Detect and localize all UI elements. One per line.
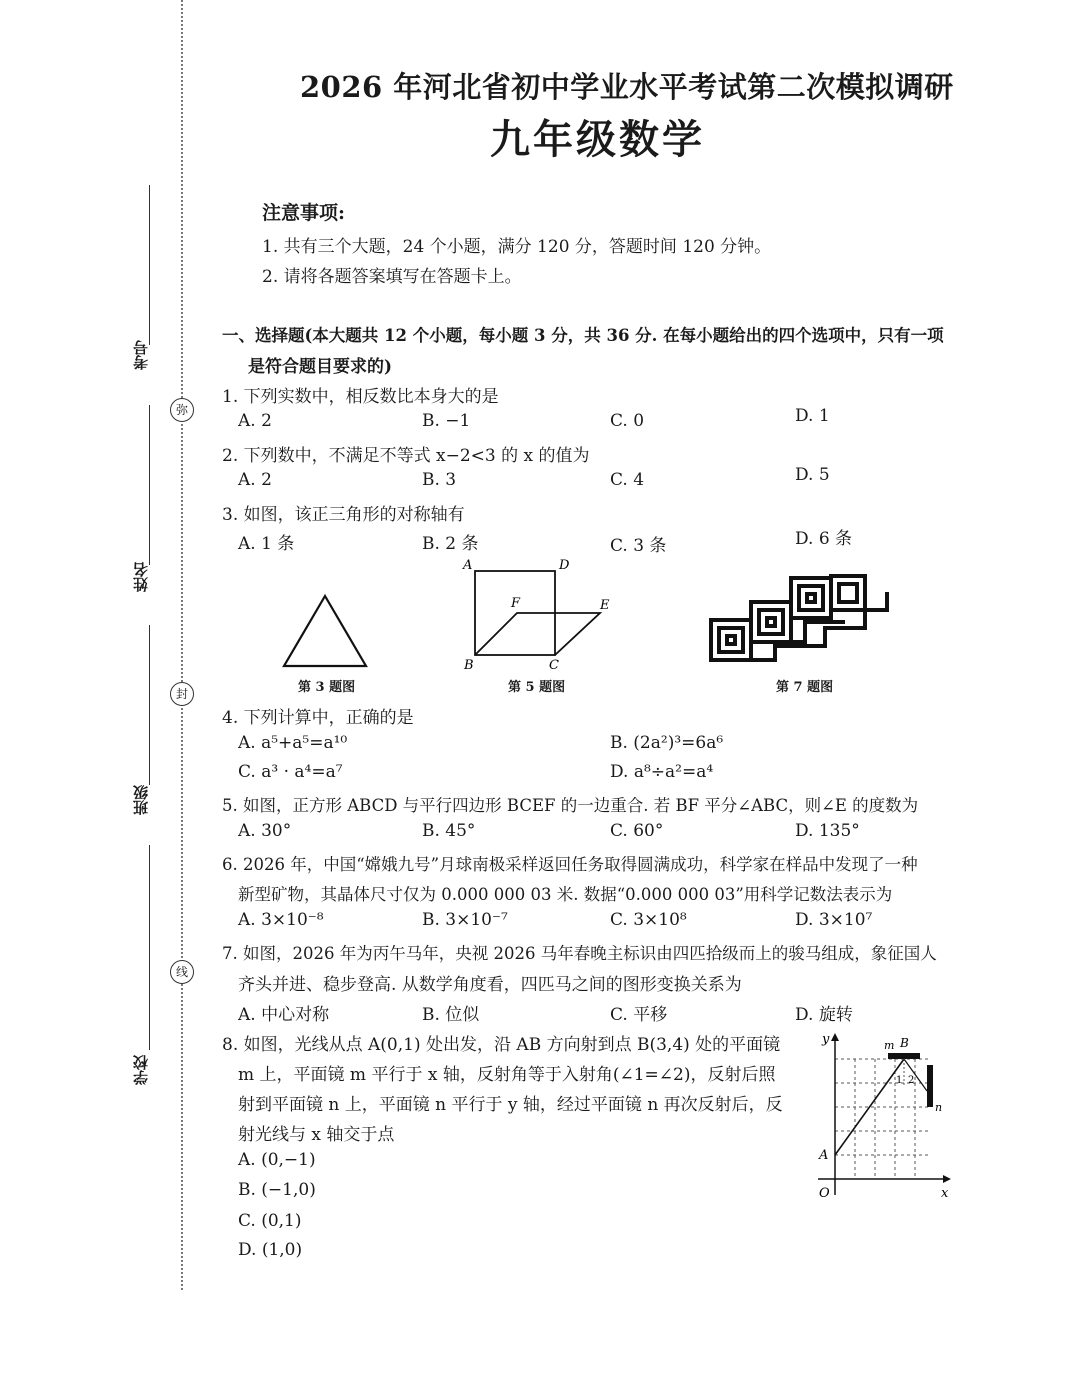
xingming-label: 姓名: [132, 562, 150, 592]
q6-stem-line1: 6. 2026 年，中国“嫦娥九号”月球南极采样返回任务取得圆满成功，科学家在样品中发现了一种: [222, 855, 918, 874]
fig5-label-d: D: [559, 558, 570, 573]
fig8-label-angle2: 2: [908, 1075, 915, 1086]
q7-stem-line1: 7. 如图，2026 年为丙午马年，央视 2026 马年春晚主标识由四匹拾级而上的骏马组成，象征国人: [222, 944, 937, 963]
q2-stem: 2. 下列数中，不满足不等式 x−2<3 的 x 的值为: [222, 446, 590, 466]
q1-option-b[interactable]: B. −1: [422, 411, 471, 431]
q7-stem-line2: 齐头并进、稳步登高. 从数学角度看，四匹马之间的图形变换关系为: [238, 975, 742, 995]
fig5-label-c: C: [549, 658, 559, 673]
figure-5-square-parallelogram: [455, 555, 620, 675]
q1-option-a[interactable]: A. 2: [238, 411, 272, 431]
q2-option-b[interactable]: B. 3: [422, 470, 457, 490]
notice-heading: 注意事项:: [262, 202, 346, 224]
subject-title: 九年级数学: [490, 116, 705, 163]
q5-option-a[interactable]: A. 30°: [238, 821, 292, 841]
q4-option-a[interactable]: A. a⁵+a⁵=a¹⁰: [238, 733, 348, 753]
q8-stem-line4: 射光线与 x 轴交于点: [238, 1125, 395, 1145]
fig8-label-o: O: [819, 1186, 830, 1201]
fig8-label-a: A: [819, 1148, 829, 1163]
fig5-label-a: A: [463, 558, 473, 573]
figure-7-caption: 第 7 题图: [776, 680, 834, 695]
fig5-label-e: E: [600, 598, 610, 613]
q8-option-c[interactable]: C. (0,1): [238, 1211, 302, 1231]
q7-option-d[interactable]: D. 旋转: [795, 1005, 853, 1025]
q7-option-a[interactable]: A. 中心对称: [238, 1005, 330, 1025]
fig8-label-b: B: [900, 1036, 909, 1050]
fig8-label-m: m: [884, 1039, 895, 1052]
q2-option-d[interactable]: D. 5: [795, 465, 830, 485]
q5-option-d[interactable]: D. 135°: [795, 821, 860, 841]
fig5-label-b: B: [464, 658, 474, 673]
xingming-line[interactable]: [149, 405, 150, 565]
figure-3-triangle: [278, 590, 373, 670]
xuexiao-label: 学校: [132, 1055, 150, 1085]
section1-instruction-cont: 是符合题目要求的): [248, 357, 393, 377]
q6-stem-line2: 新型矿物，其晶体尺寸仅为 0.000 000 03 米. 数据“0.000 000 03”用科学记数法表示为: [238, 885, 893, 904]
q6-option-b[interactable]: B. 3×10⁻⁷: [422, 910, 508, 930]
figure-7-horse-logo: [705, 568, 895, 668]
figure-5-caption: 第 5 题图: [508, 680, 566, 695]
section1-instruction: 一、选择题(本大题共 12 个小题，每小题 3 分，共 36 分. 在每小题给出的四个选项中，只有一项: [222, 326, 944, 345]
q3-option-b[interactable]: B. 2 条: [422, 534, 479, 554]
kaohao-label: 考号: [132, 340, 150, 370]
q6-option-d[interactable]: D. 3×10⁷: [795, 910, 873, 930]
q4-stem: 4. 下列计算中，正确的是: [222, 708, 414, 728]
q6-option-a[interactable]: A. 3×10⁻⁸: [238, 910, 324, 930]
q1-option-d[interactable]: D. 1: [795, 406, 830, 426]
q3-option-d[interactable]: D. 6 条: [795, 529, 853, 549]
xuexiao-line[interactable]: [149, 845, 150, 1050]
seal-mark-xian: 线: [170, 960, 194, 984]
q8-stem-line3: 射到平面镜 n 上，平面镜 n 平行于 y 轴，经过平面镜 n 再次反射后，反: [238, 1095, 783, 1115]
q7-option-b[interactable]: B. 位似: [422, 1005, 480, 1025]
q3-option-a[interactable]: A. 1 条: [238, 534, 295, 554]
q4-option-c[interactable]: C. a³ · a⁴=a⁷: [238, 762, 343, 782]
seal-mark-mi: 弥: [170, 398, 194, 422]
q5-stem: 5. 如图，正方形 ABCD 与平行四边形 BCEF 的一边重合. 若 BF 平分∠ABC，则∠E 的度数为: [222, 796, 919, 815]
banji-label: 班级: [132, 785, 150, 815]
q8-stem-line1: 8. 如图，光线从点 A(0,1) 处出发，沿 AB 方向射到点 B(3,4) 处的平面镜: [222, 1035, 781, 1055]
q7-option-c[interactable]: C. 平移: [610, 1005, 668, 1025]
q1-option-c[interactable]: C. 0: [610, 411, 645, 431]
q4-option-d[interactable]: D. a⁸÷a²=a⁴: [610, 762, 714, 782]
binding-dotted-line: [181, 0, 183, 1290]
q2-option-a[interactable]: A. 2: [238, 470, 272, 490]
banji-line[interactable]: [149, 625, 150, 785]
q8-option-b[interactable]: B. (−1,0): [238, 1180, 316, 1200]
figure-8-light-reflection: [808, 1025, 956, 1205]
fig8-label-x: x: [941, 1186, 949, 1201]
q1-stem: 1. 下列实数中，相反数比本身大的是: [222, 387, 499, 407]
q5-option-c[interactable]: C. 60°: [610, 821, 664, 841]
notice-item-2: 2. 请将各题答案填写在答题卡上。: [262, 267, 522, 287]
q3-stem: 3. 如图，该正三角形的对称轴有: [222, 505, 465, 525]
q8-option-d[interactable]: D. (1,0): [238, 1240, 303, 1260]
q4-option-b[interactable]: B. (2a²)³=6a⁶: [610, 733, 724, 753]
seal-mark-feng: 封: [170, 682, 194, 706]
q3-option-c[interactable]: C. 3 条: [610, 536, 667, 556]
fig8-label-n: n: [935, 1101, 943, 1114]
q8-stem-line2: m 上，平面镜 m 平行于 x 轴，反射角等于入射角(∠1=∠2)，反射后照: [238, 1065, 776, 1085]
figure-3-caption: 第 3 题图: [298, 680, 356, 695]
fig8-label-angle1: 1: [896, 1075, 903, 1086]
q2-option-c[interactable]: C. 4: [610, 470, 645, 490]
exam-title: 2026 年河北省初中学业水平考试第二次模拟调研: [300, 70, 954, 104]
fig5-label-f: F: [511, 596, 521, 611]
notice-item-1: 1. 共有三个大题，24 个小题，满分 120 分，答题时间 120 分钟。: [262, 237, 772, 257]
q6-option-c[interactable]: C. 3×10⁸: [610, 910, 687, 930]
q8-option-a[interactable]: A. (0,−1): [238, 1150, 316, 1170]
kaohao-line[interactable]: [149, 185, 150, 345]
fig8-label-y: y: [822, 1032, 830, 1047]
q5-option-b[interactable]: B. 45°: [422, 821, 476, 841]
